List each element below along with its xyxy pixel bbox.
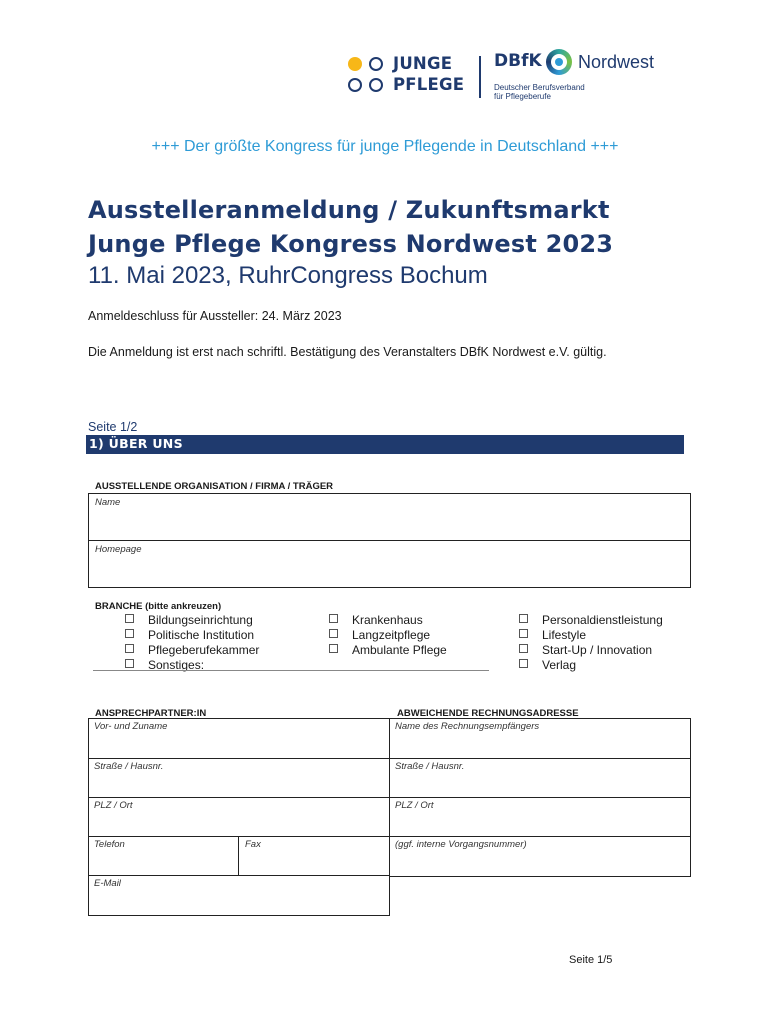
billing-city-field[interactable] — [389, 797, 691, 836]
branche-option[interactable]: Langzeitpflege — [329, 628, 430, 643]
ring-dot-icon — [369, 57, 383, 71]
org-name-label: Name — [95, 497, 121, 508]
branche-option[interactable]: Ambulante Pflege — [329, 643, 447, 658]
junge-pflege-logo — [347, 54, 472, 96]
sonstiges-line[interactable] — [93, 670, 489, 671]
logo-dbfk: DBfK — [494, 51, 542, 71]
ring-dot-icon — [369, 78, 383, 92]
homepage-label: Homepage — [95, 544, 142, 555]
ring-dot-icon — [348, 78, 362, 92]
checkbox[interactable] — [125, 629, 134, 638]
homepage-field[interactable] — [88, 540, 691, 588]
page-number: Seite 1/5 — [569, 954, 613, 966]
branche-option[interactable]: Krankenhaus — [329, 613, 423, 628]
contact-street-label: Straße / Hausnr. — [94, 761, 164, 772]
checkbox[interactable] — [125, 614, 134, 623]
org-name-field[interactable] — [88, 493, 691, 541]
checkbox[interactable] — [125, 644, 134, 653]
billing-label: ABWEICHENDE RECHNUNGSADRESSE — [397, 708, 579, 719]
contact-fax-label: Fax — [245, 839, 261, 850]
checkbox[interactable] — [125, 659, 134, 668]
checkbox[interactable] — [519, 614, 528, 623]
contact-email-field[interactable] — [88, 875, 390, 915]
tagline: +++ Der größte Kongress für junge Pflegende in Deutschland +++ — [151, 138, 619, 155]
billing-name-label: Name des Rechnungsempfängers — [395, 721, 540, 732]
contact-name-field[interactable] — [88, 718, 390, 758]
checkbox[interactable] — [519, 644, 528, 653]
billing-street-field[interactable] — [389, 758, 691, 797]
checkbox[interactable] — [519, 629, 528, 638]
billing-name-field[interactable] — [389, 718, 691, 758]
logo-junge: JUNGE — [393, 54, 453, 73]
branche-option[interactable]: Politische Institution — [125, 628, 254, 643]
logo-verband: Deutscher Berufsverband für Pflegeberufe — [494, 83, 585, 101]
logo-divider — [479, 56, 481, 98]
logo-nordwest: Nordwest — [578, 52, 655, 72]
section-title: 1) ÜBER UNS — [89, 436, 183, 451]
org-label: AUSSTELLENDE ORGANISATION / FIRMA / TRÄGER — [95, 481, 334, 492]
checkbox[interactable] — [519, 659, 528, 668]
checkbox[interactable] — [329, 629, 338, 638]
checkbox[interactable] — [329, 614, 338, 623]
yellow-dot-icon — [348, 57, 362, 71]
contact-name-label: Vor- und Zuname — [94, 721, 168, 732]
contact-phone-label: Telefon — [94, 839, 125, 850]
branche-option[interactable]: Verlag — [519, 658, 576, 673]
checkbox[interactable] — [329, 644, 338, 653]
branche-option[interactable]: Sonstiges: — [125, 658, 204, 673]
event-date-location: 11. Mai 2023, RuhrCongress Bochum — [88, 262, 488, 289]
logo-pflege: PFLEGE — [393, 75, 465, 94]
contact-fax-field[interactable] — [239, 836, 390, 875]
contact-city-label: PLZ / Ort — [94, 800, 133, 811]
page-title: Ausstelleranmeldung / Zukunftsmarkt — [88, 196, 610, 224]
branche-option[interactable]: Personaldienstleistung — [519, 613, 663, 628]
billing-city-label: PLZ / Ort — [395, 800, 434, 811]
confirmation-note: Die Anmeldung ist erst nach schriftl. Bestätigung des Veranstalters DBfK Nordwest e.V. gültig. — [88, 345, 607, 359]
section-header — [86, 435, 684, 454]
billing-ref-label: (ggf. interne Vorgangsnummer) — [395, 839, 527, 850]
branche-option[interactable]: Lifestyle — [519, 628, 586, 643]
dbfk-ring-icon — [546, 49, 572, 75]
branche-option[interactable]: Pflegeberufekammer — [125, 643, 259, 658]
branche-label: BRANCHE (bitte ankreuzen) — [95, 601, 222, 612]
contact-label: ANSPRECHPARTNER:IN — [95, 708, 207, 719]
branche-option[interactable]: Start-Up / Innovation — [519, 643, 652, 658]
branche-option[interactable]: Bildungseinrichtung — [125, 613, 253, 628]
contact-street-field[interactable] — [88, 758, 390, 797]
contact-city-field[interactable] — [88, 797, 390, 836]
page-label: Seite 1/2 — [88, 420, 138, 434]
billing-street-label: Straße / Hausnr. — [395, 761, 465, 772]
deadline-note: Anmeldeschluss für Aussteller: 24. März 2023 — [88, 309, 342, 323]
billing-ref-field[interactable] — [389, 836, 691, 876]
contact-phone-field[interactable] — [88, 836, 238, 875]
dbfk-logo — [494, 49, 674, 105]
contact-email-label: E-Mail — [94, 878, 121, 889]
page-title-line2: Junge Pflege Kongress Nordwest 2023 — [88, 230, 614, 258]
